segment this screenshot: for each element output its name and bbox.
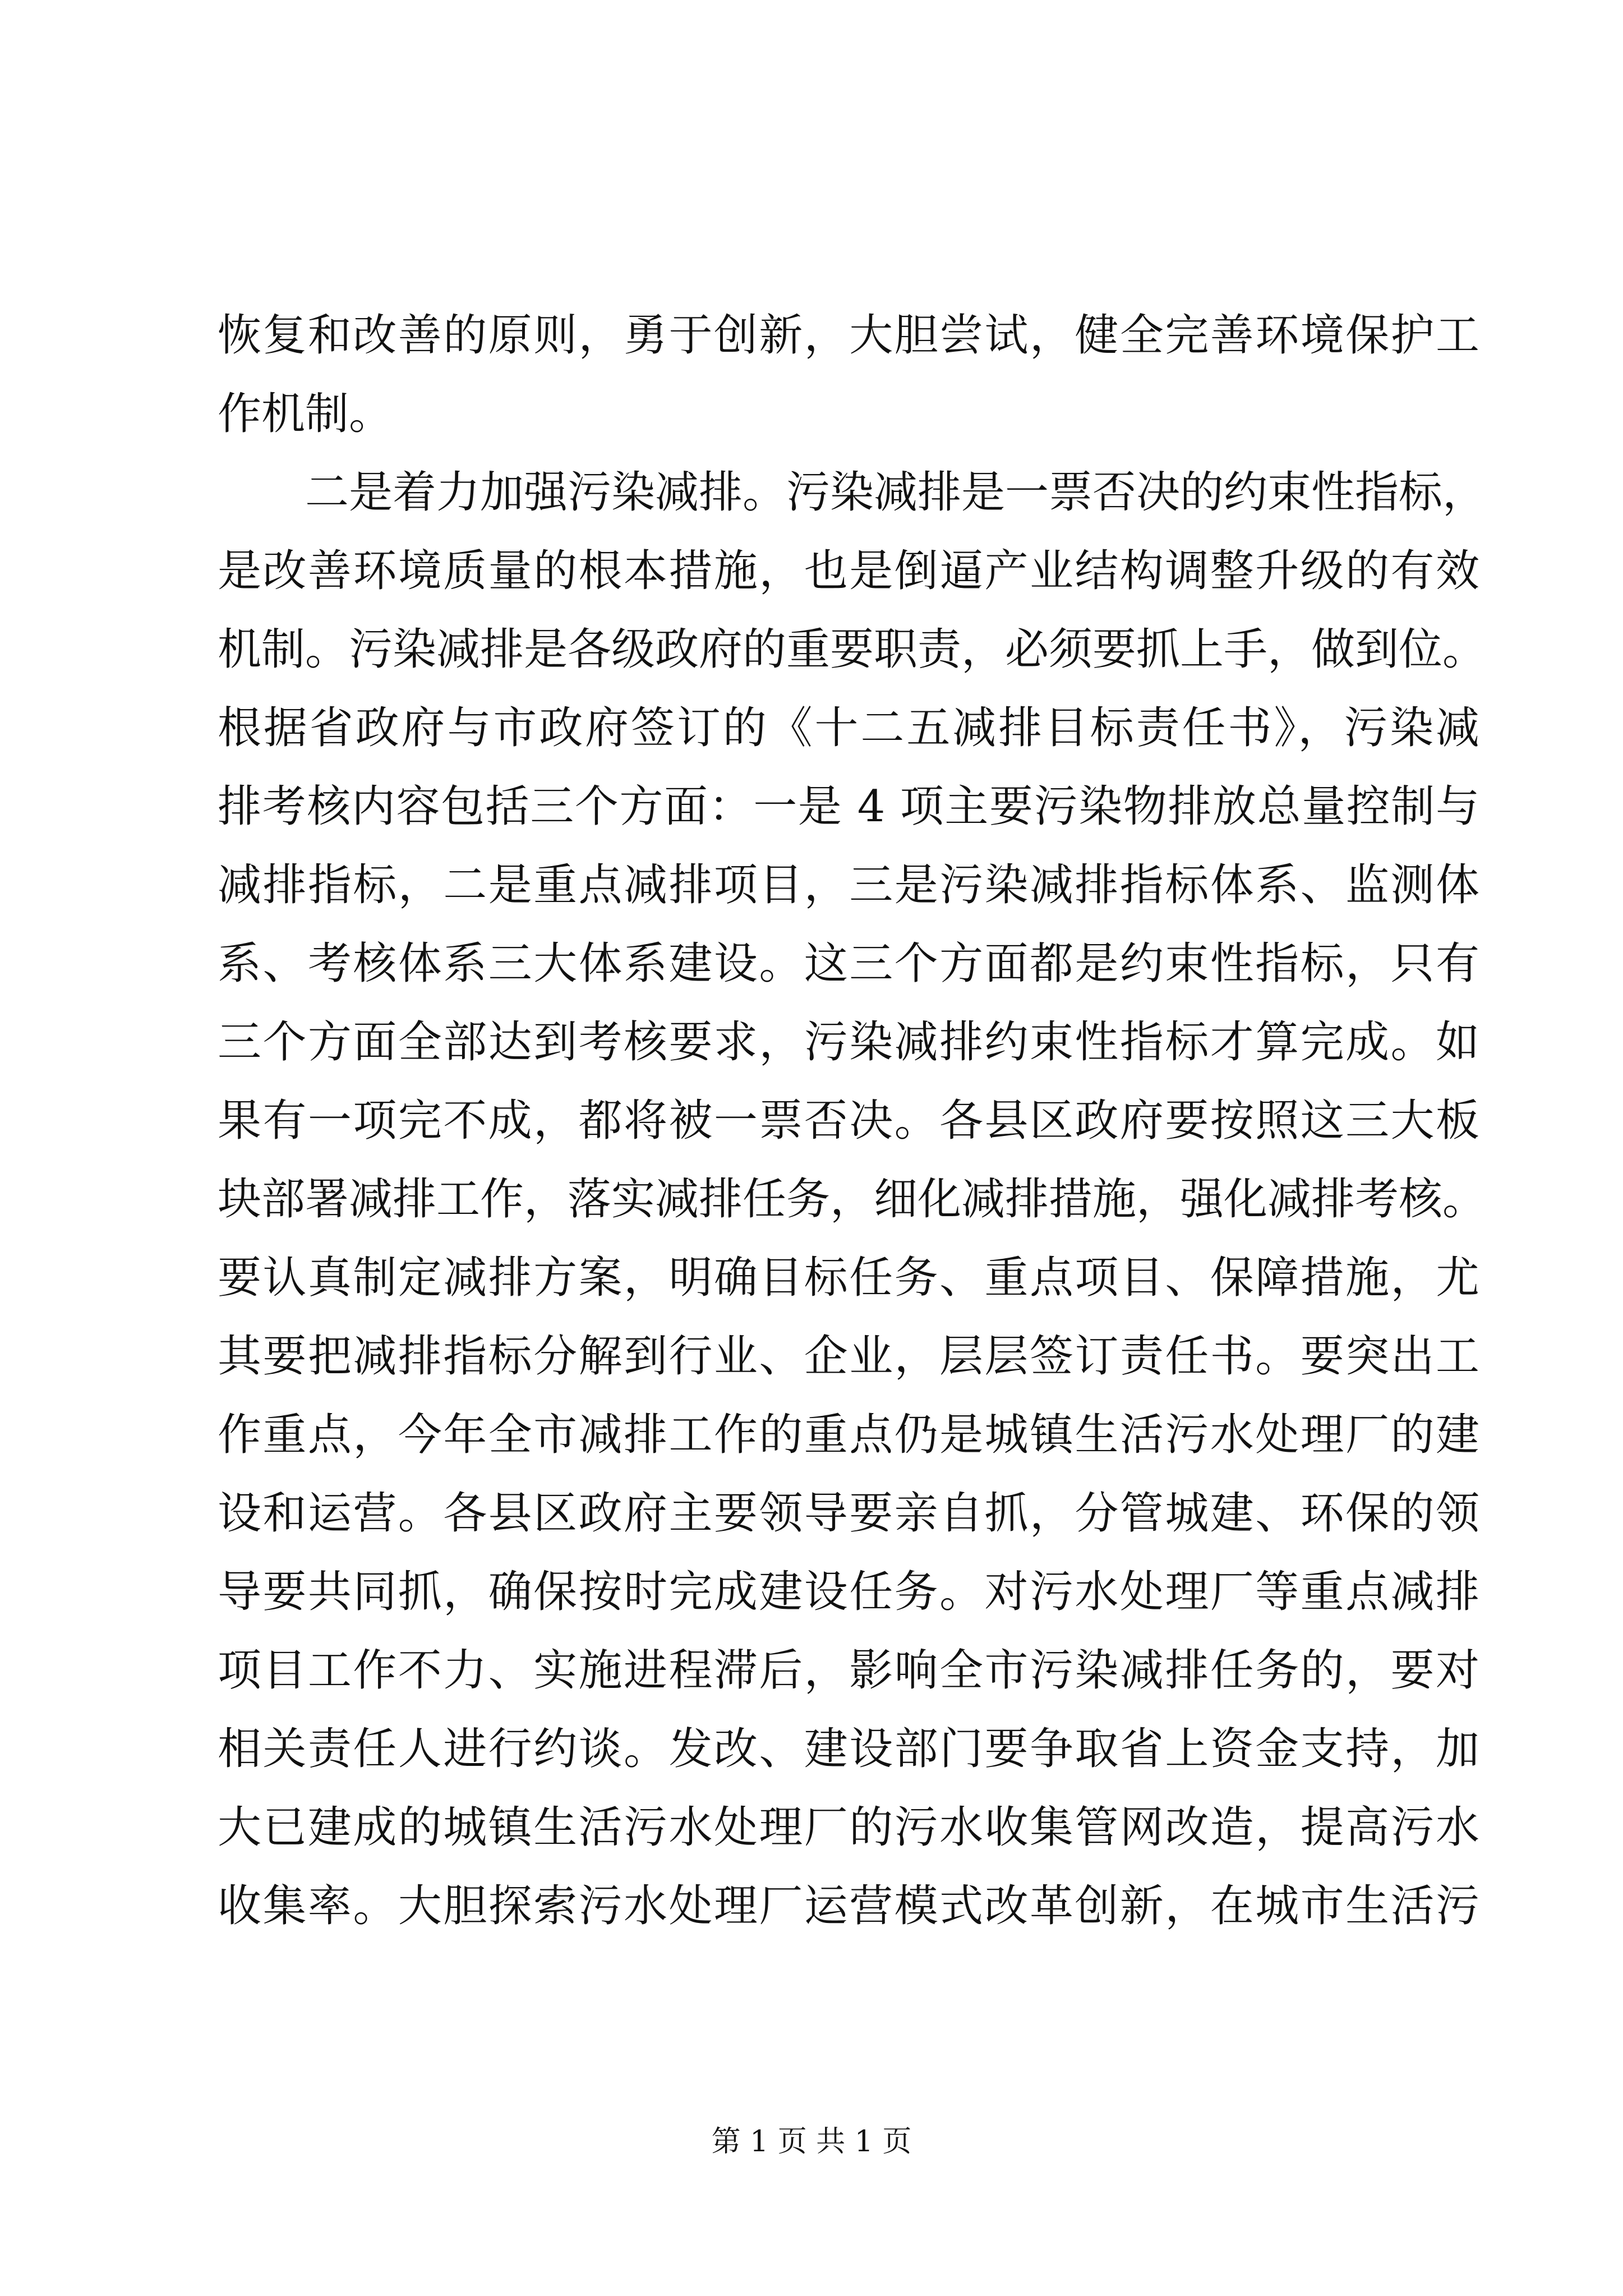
body-text	[218, 296, 1487, 1945]
text-line: 三个方面全部达到考核要求，污染减排约束性指标才算完成。如	[218, 1017, 1479, 1068]
text-line: 项目工作不力、实施进程滞后，影响全市污染减排任务的，要对	[218, 1645, 1479, 1696]
text-line: 作重点，今年全市减排工作的重点仍是城镇生活污水处理厂的建	[218, 1410, 1479, 1460]
text-line: 机制。污染减排是各级政府的重要职责，必须要抓上手，做到位。	[218, 624, 1487, 675]
text-line: 其要把减排指标分解到行业、企业，层层签订责任书。要突出工	[218, 1331, 1479, 1382]
text-line: 是改善环境质量的根本措施，也是倒逼产业结构调整升级的有效	[218, 546, 1479, 596]
text-line: 排考核内容包括三个方面：一是 4 项主要污染物排放总量控制与	[218, 781, 1479, 832]
text-line: 二是着力加强污染减排。污染减排是一票否决的约束性指标，	[305, 467, 1487, 518]
text-line: 导要共同抓，确保按时完成建设任务。对污水处理厂等重点减排	[218, 1567, 1479, 1617]
text-line: 根据省政府与市政府签订的《十二五减排目标责任书》，污染减	[218, 703, 1479, 753]
text-line: 恢复和改善的原则，勇于创新，大胆尝试，健全完善环境保护工	[218, 310, 1479, 361]
text-line: 收集率。大胆探索污水处理厂运营模式改革创新，在城市生活污	[218, 1881, 1479, 1931]
text-line: 作机制。	[218, 389, 393, 439]
text-line: 要认真制定减排方案，明确目标任务、重点项目、保障措施，尤	[218, 1253, 1479, 1303]
text-line: 大已建成的城镇生活污水处理厂的污水收集管网改造，提高污水	[218, 1802, 1479, 1853]
text-line: 系、考核体系三大体系建设。这三个方面都是约束性指标，只有	[218, 938, 1479, 989]
text-line: 相关责任人进行约谈。发改、建设部门要争取省上资金支持，加	[218, 1724, 1479, 1774]
text-line: 块部署减排工作，落实减排任务，细化减排措施，强化减排考核。	[218, 1174, 1487, 1225]
page-footer: 第 1 页 共 1 页	[711, 2125, 912, 2159]
text-line: 果有一项完不成，都将被一票否决。各县区政府要按照这三大板	[218, 1096, 1479, 1146]
text-line: 减排指标，二是重点减排项目，三是污染减排指标体系、监测体	[218, 860, 1479, 910]
text-line: 设和运营。各县区政府主要领导要亲自抓，分管城建、环保的领	[218, 1488, 1479, 1539]
